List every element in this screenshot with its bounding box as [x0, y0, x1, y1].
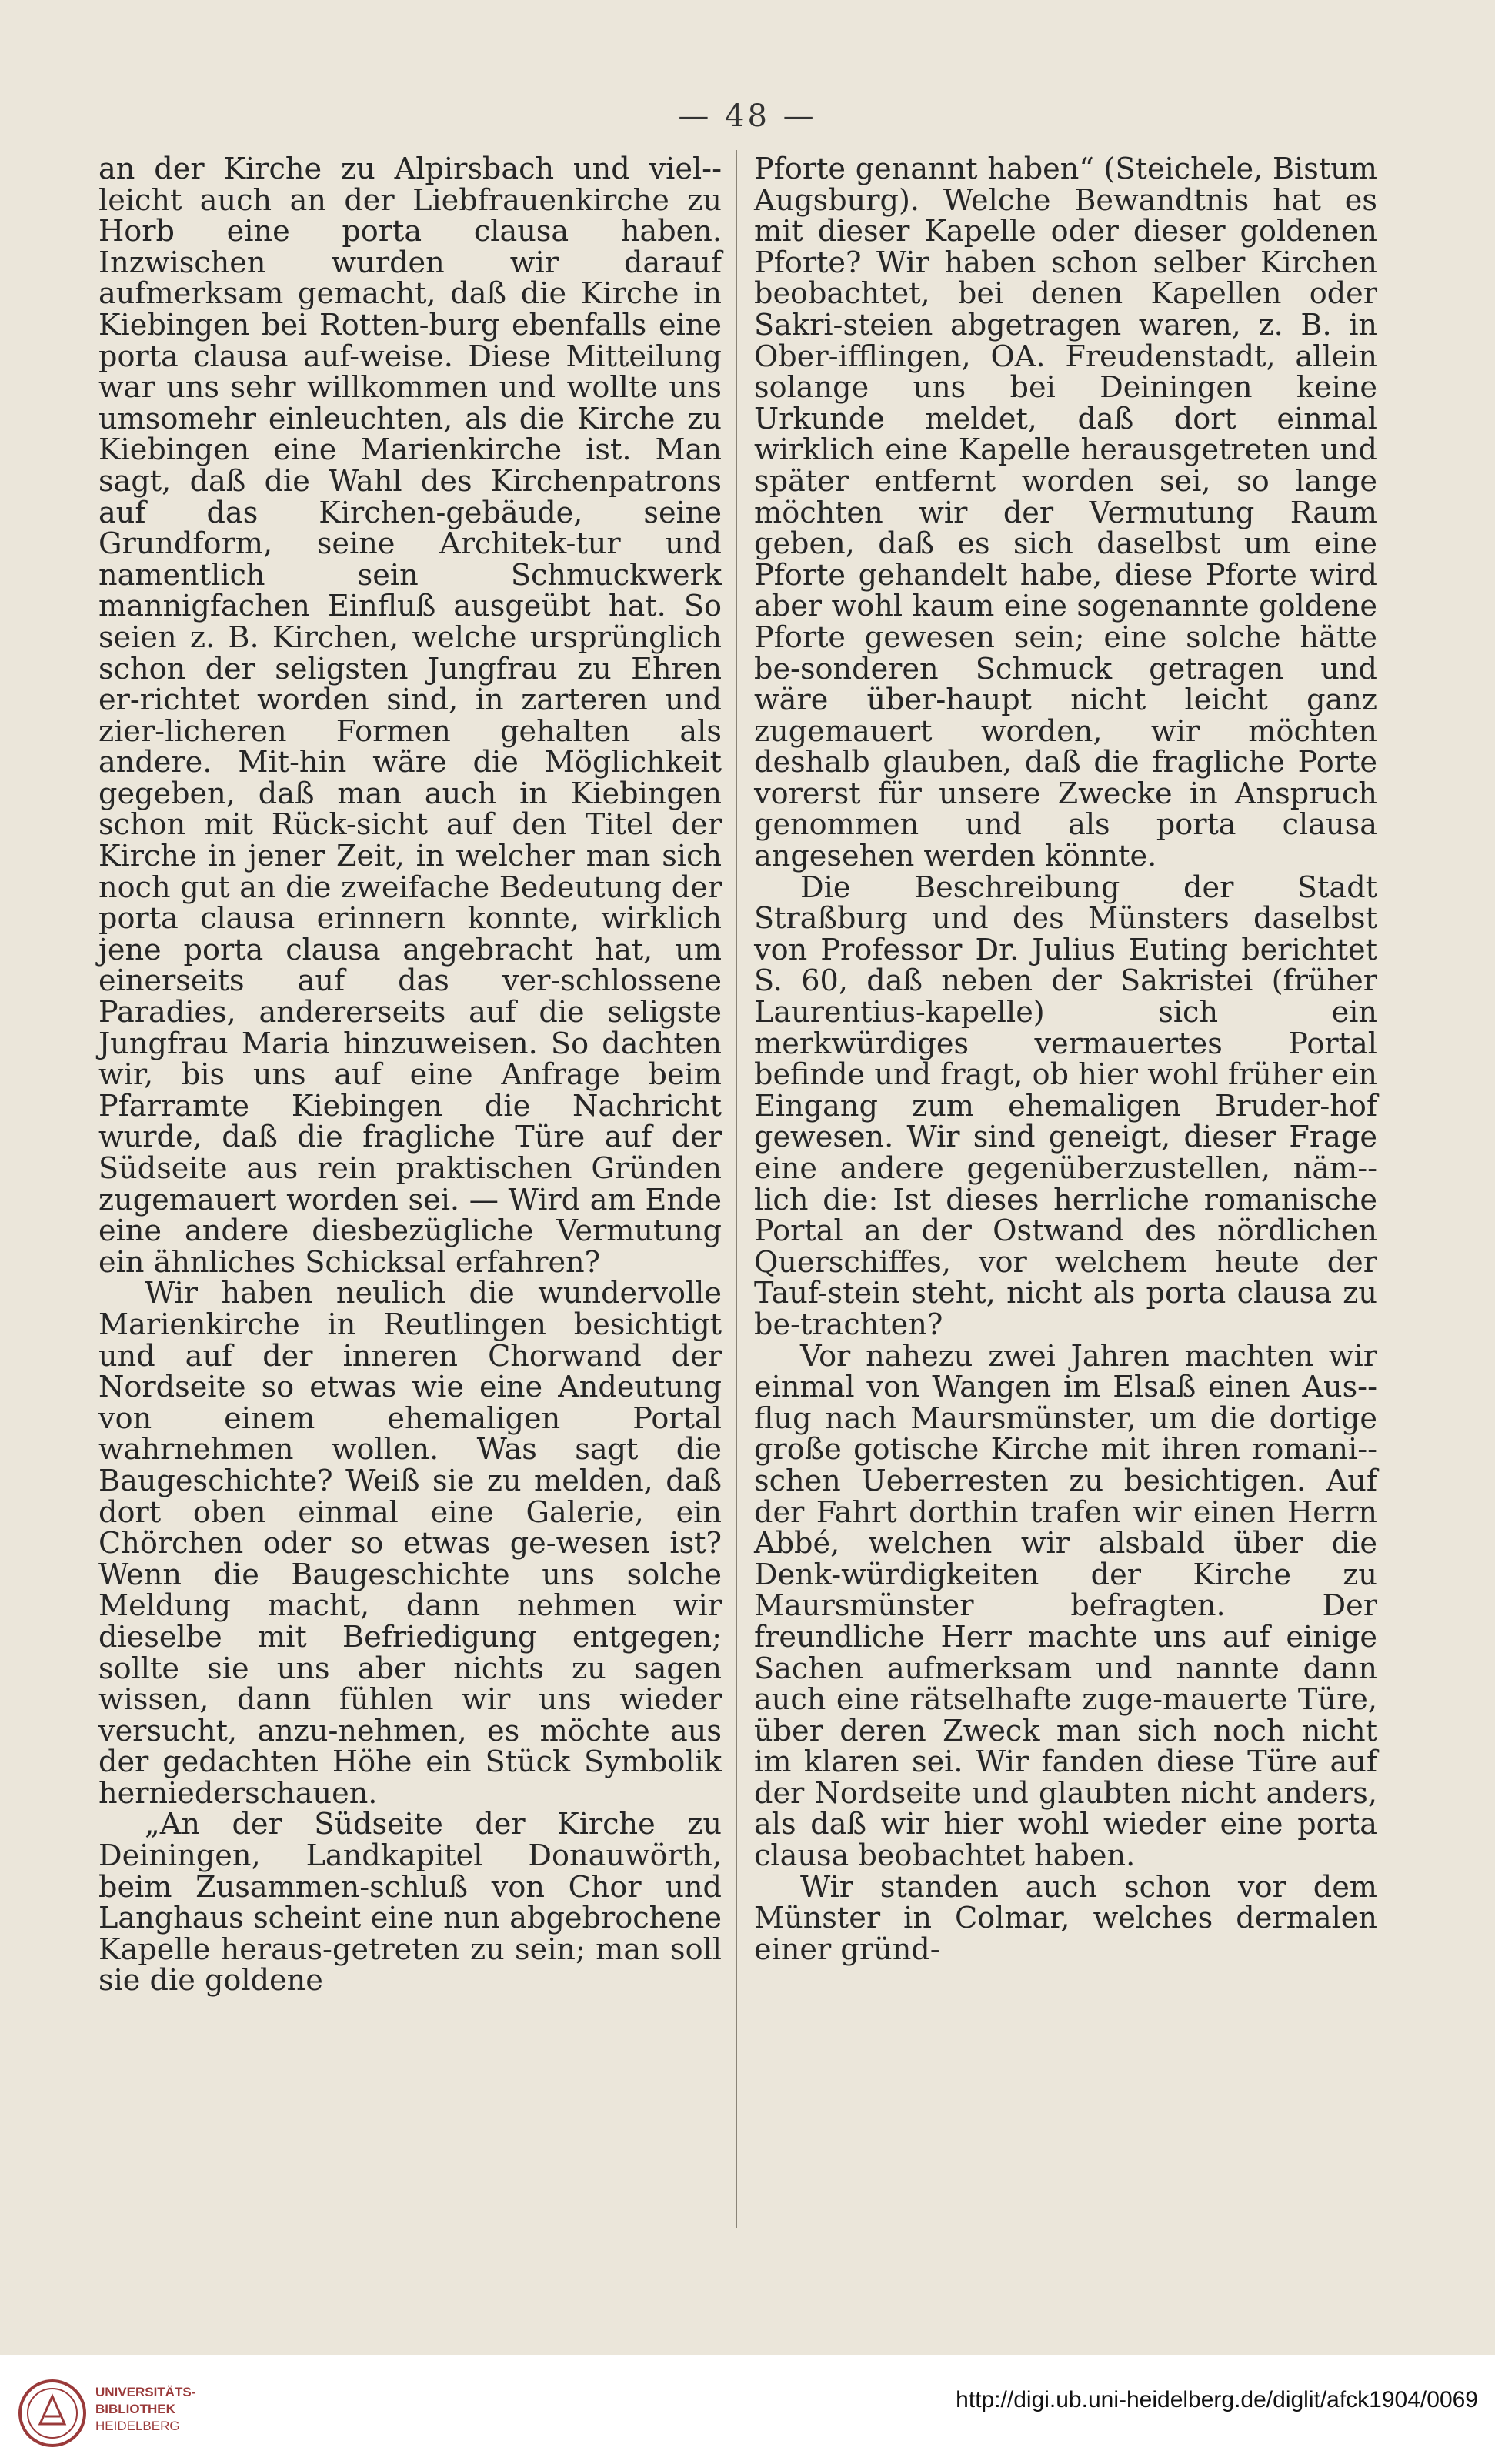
institution-line: UNIVERSITÄTS-	[95, 2385, 196, 2399]
source-url-link[interactable]: http://digi.ub.uni-heidelberg.de/diglit/afck1904/0069	[956, 2387, 1478, 2412]
paragraph: Wir standen auch schon vor dem Münster in Colmar, welches dermalen einer gründ-	[754, 1870, 1377, 1967]
footer-bar	[0, 2355, 1495, 2464]
right-column	[754, 154, 1377, 1965]
paragraph: Die Beschreibung der Stadt Straßburg und des Münsters daselbst von Professor Dr. Julius Euting berichtet S. 60, daß neben der Sakristei (früher Laurentius-kapelle) sich ein merkwürdiges vermauertes Portal befinde und fragt, ob hier wohl früher ein Eingang zum ehemaligen Bruder-hof gewesen. Wir sind geneigt, dieser Frage eine andere gegenüberzustellen, näm-lich die: Ist dieses herrliche romanische Portal an der Ostwand des nördlichen Querschiffes, vor welchem heute der Tauf-stein steht, nicht als porta clausa zu be-trachten?	[754, 870, 1377, 1342]
university-seal-icon	[17, 2378, 88, 2449]
paragraph: Vor nahezu zwei Jahren machten wir einmal von Wangen im Elsaß einen Aus-flug nach Maursmünster, um die dortige große gotische Kirche mit ihren romani-schen Ueberresten zu besichtigen. Auf der Fahrt dorthin trafen wir einen Herrn Abbé, welchen wir alsbald über die Denk-würdigkeiten der Kirche zu Maursmünster befragten. Der freundliche Herr machte uns auf einige Sachen aufmerksam und nannte dann auch eine rätselhafte zuge-mauerte Türe, über deren Zweck man sich noch nicht im klaren sei. Wir fanden diese Türe auf der Nordseite und glaubten nicht anders, als daß wir hier wohl wieder eine porta clausa beobachtet haben.	[754, 1339, 1377, 1874]
paragraph: Wir haben neulich die wundervolle Marienkirche in Reutlingen besichtigt und auf der inneren Chorwand der Nordseite so etwas wie eine Andeutung von einem ehemaligen Portal wahrnehmen wollen. Was sagt die Baugeschichte? Weiß sie zu melden, daß dort oben einmal eine Galerie, ein Chörchen oder so etwas ge-wesen ist? Wenn die Baugeschichte uns solche Meldung macht, dann nehmen wir dieselbe mit Befriedigung entgegen; sollte sie uns aber nichts zu sagen wissen, dann fühlen wir uns wieder versucht, anzu-nehmen, es möchte aus der gedachten Höhe ein Stück Symbolik herniederschauen.	[98, 1277, 722, 1811]
page-number: — 48 —	[678, 98, 817, 134]
institution-line: HEIDELBERG	[95, 2419, 180, 2433]
left-column	[98, 154, 722, 1997]
institution-name	[95, 2384, 195, 2435]
column-divider	[736, 150, 737, 2228]
paragraph: Pforte genannt haben“ (Steichele, Bistum Augsburg). Welche Bewandtnis hat es mit dieser Kapelle oder dieser goldenen Pforte? Wir haben schon selber Kirchen beobachtet, bei denen Kapellen oder Sakri-steien abgetragen waren, z. B. in Ober-ifflingen, OA. Freudenstadt, allein solange uns bei Deiningen keine Urkunde meldet, daß dort einmal wirklich eine Kapelle herausgetreten und später entfernt worden sei, so lange möchten wir der Vermutung Raum geben, daß es sich daselbst um eine Pforte gehandelt habe, diese Pforte wird aber wohl kaum eine sogenannte goldene Pforte gewesen sein; eine solche hätte be-sonderen Schmuck getragen und wäre über-haupt nicht leicht ganz zugemauert worden, wir möchten deshalb glauben, daß die fragliche Porte vorerst für unsere Zwecke in Anspruch genommen und als porta clausa angesehen werden könnte.	[754, 152, 1377, 874]
institution-line: BIBLIOTHEK	[95, 2402, 175, 2416]
paragraph: an der Kirche zu Alpirsbach und viel-leicht auch an der Liebfrauenkirche zu Horb eine porta clausa haben. Inzwischen wurden wir darauf aufmerksam gemacht, daß die Kirche in Kiebingen bei Rotten-burg ebenfalls eine porta clausa auf-weise. Diese Mitteilung war uns sehr willkommen und wollte uns umsomehr einleuchten, als die Kirche zu Kiebingen eine Marienkirche ist. Man sagt, daß die Wahl des Kirchenpatrons auf das Kirchen-gebäude, seine Grundform, seine Architek-tur und namentlich sein Schmuckwerk mannigfachen Einfluß ausgeübt hat. So seien z. B. Kirchen, welche ursprünglich schon der seligsten Jungfrau zu Ehren er-richtet worden sind, in zarteren und zier-licheren Formen gehalten als andere. Mit-hin wäre die Möglichkeit gegeben, daß man auch in Kiebingen schon mit Rück-sicht auf den Titel der Kirche in jener Zeit, in welcher man sich noch gut an die zweifache Bedeutung der porta clausa erinnern konnte, wirklich jene porta clausa angebracht hat, um einerseits auf das ver-schlossene Paradies, andererseits auf die seligste Jungfrau Maria hinzuweisen. So dachten wir, bis uns auf eine Anfrage beim Pfarramte Kiebingen die Nachricht wurde, daß die fragliche Türe auf der Südseite aus rein praktischen Gründen zugemauert worden sei. — Wird am Ende eine andere diesbezügliche Vermutung ein ähnliches Schicksal erfahren?	[98, 152, 722, 1280]
paragraph: „An der Südseite der Kirche zu Deiningen, Landkapitel Donauwörth, beim Zusammen-schluß von Chor und Langhaus scheint eine nun abgebrochene Kapelle heraus-getreten zu sein; man soll sie die goldene	[98, 1808, 722, 1998]
